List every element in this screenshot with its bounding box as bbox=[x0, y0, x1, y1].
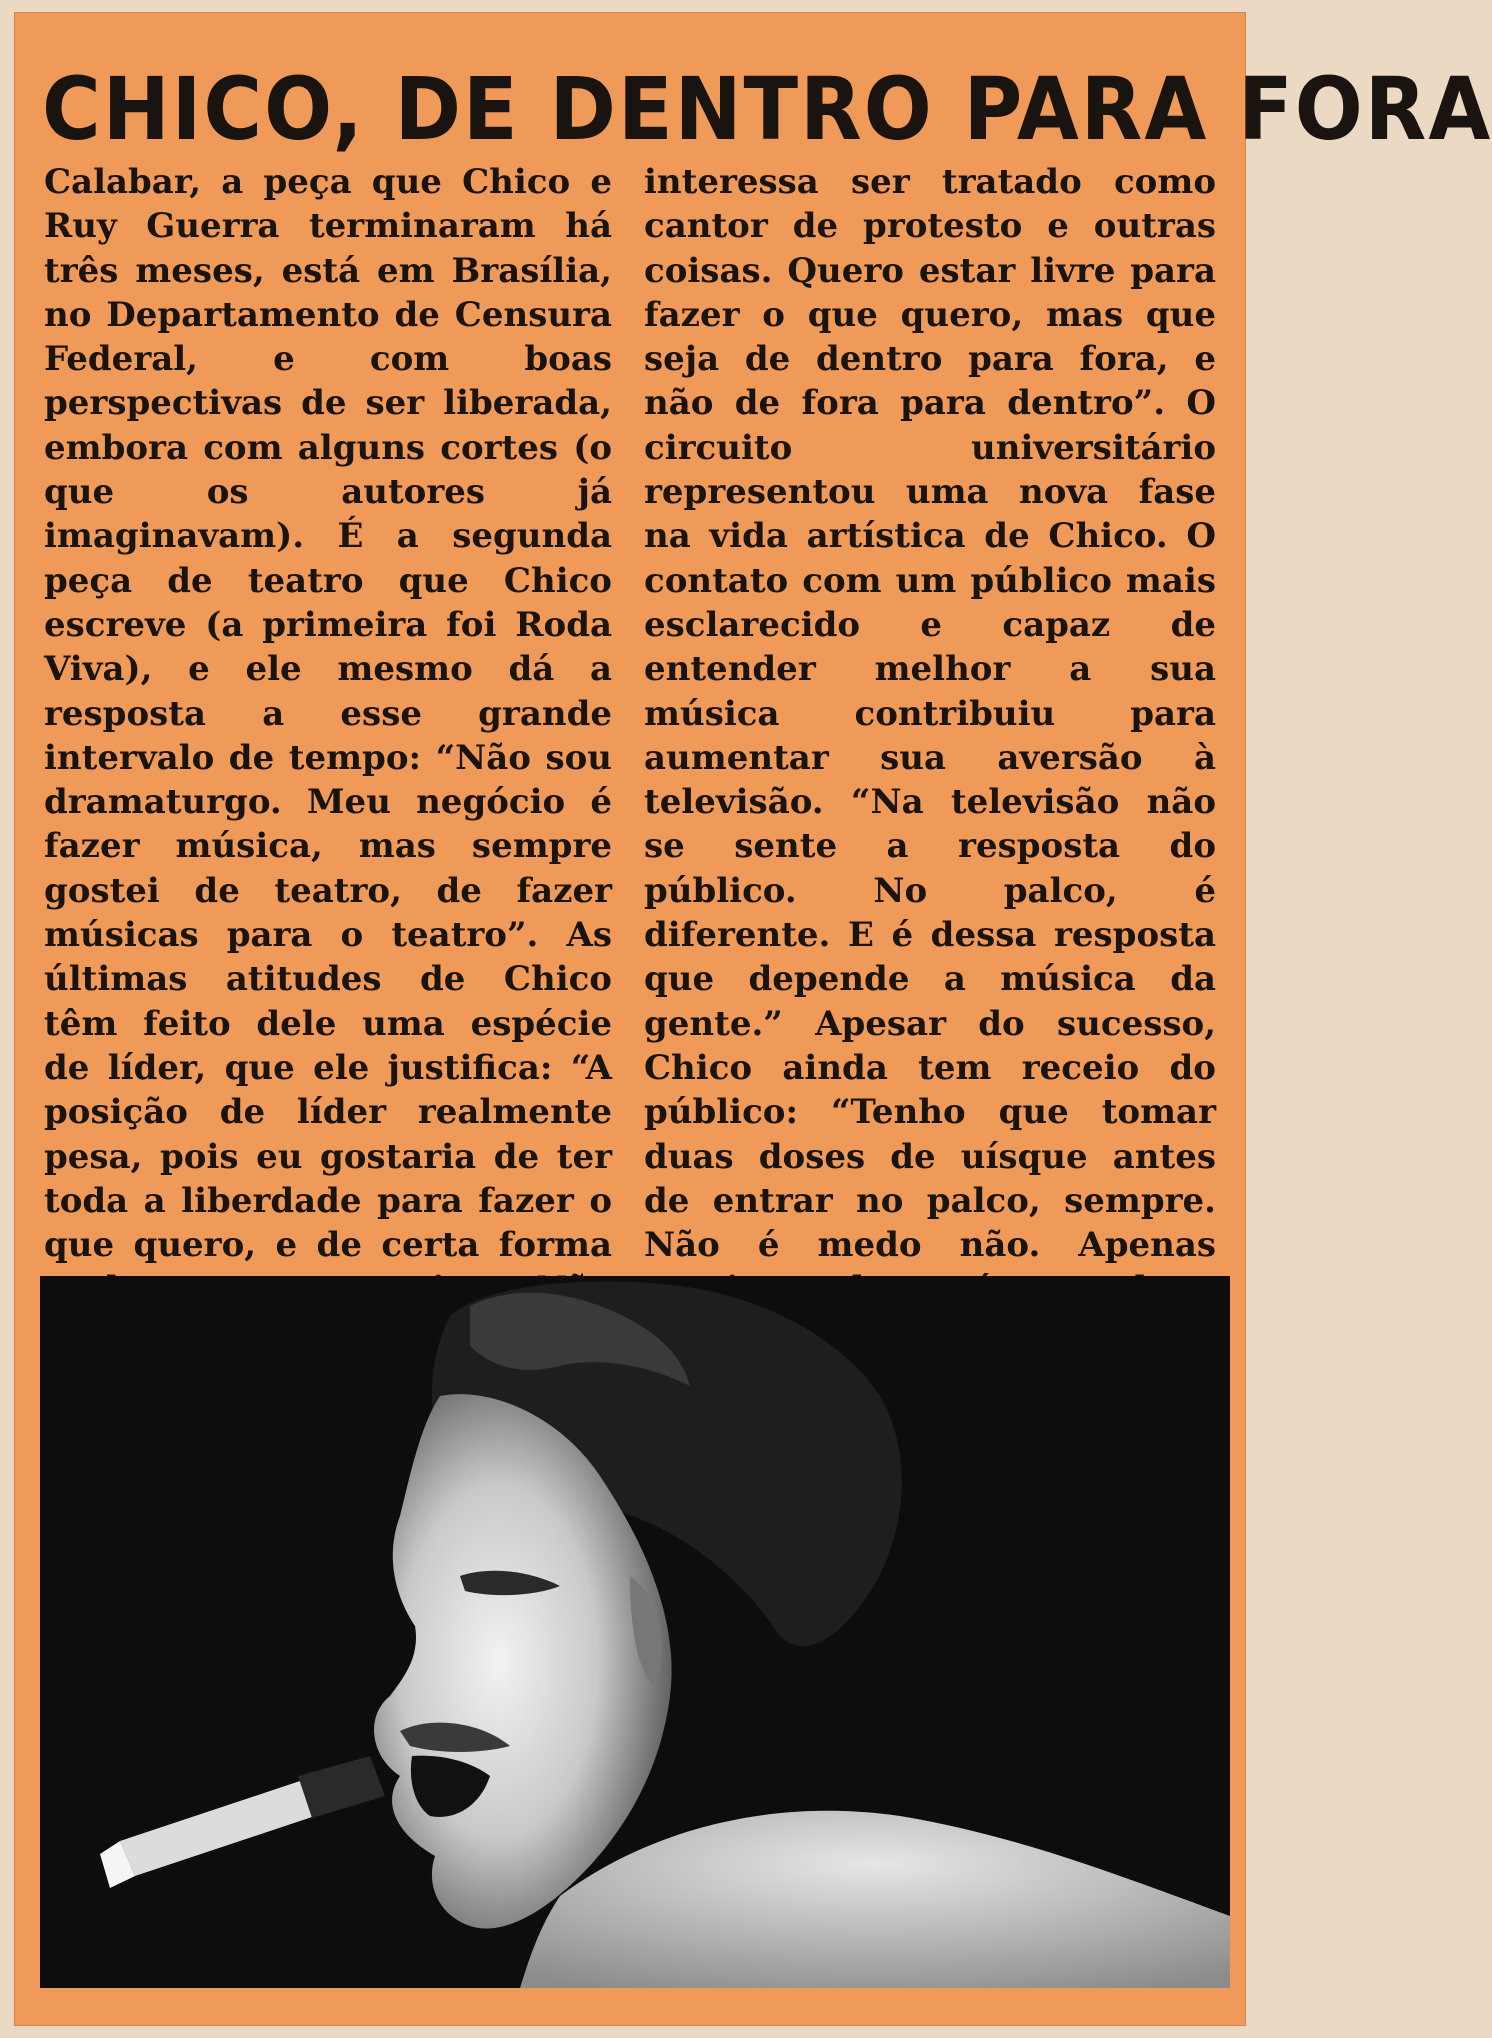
singer-photo-illustration bbox=[40, 1276, 1230, 1988]
article-column-right: interessa ser tratado como cantor de protesto e outras coisas. Quero estar livre para fazer o que quero, mas que seja de dentro para fora, e não de fora para dentro”. O circuito universitário representou uma nova fase na vida artística de Chico. O contato com um público mais esclarecido e capaz de entender melhor a sua música contribuiu para aumentar sua aversão à televisão. “Na televisão não se sente a resposta do público. No palco, é diferente. E é dessa resposta que depende a música da gente.” Apesar do sucesso, Chico ainda tem receio do público: “Tenho que tomar duas doses de uísque antes de entrar no palco, sempre. Não é medo não. Apenas bbox=[644, 162, 1216, 1266]
article-headline: CHICO, DE DENTRO PARA FORA bbox=[42, 59, 1492, 160]
magazine-page bbox=[14, 12, 1492, 2026]
singer-photo bbox=[40, 1276, 1230, 1988]
article-column-left: Calabar, a peça que Chico e Ruy Guerra terminaram há três meses, está em Brasília, no Departamento de Censura Federal, e com boas perspectivas de ser liberada, embora com alguns cortes (o que os autores já imaginavam). É a segunda peça de teatro que Chico escreve (a primeira foi Roda Viva), e ele mesmo dá a resposta a esse grande intervalo de tempo: “Não sou dramaturgo. Meu negócio é fazer música, mas sempre gostei de teatro, de fazer músicas para o teatro”. As últimas atitudes de Chico têm feito dele uma espécie de líder, que ele justifica: “A posição de líder realmente pesa, pois eu gostaria de ter toda a liberdade para fazer o que quero, e de certa forma bbox=[44, 162, 612, 1266]
